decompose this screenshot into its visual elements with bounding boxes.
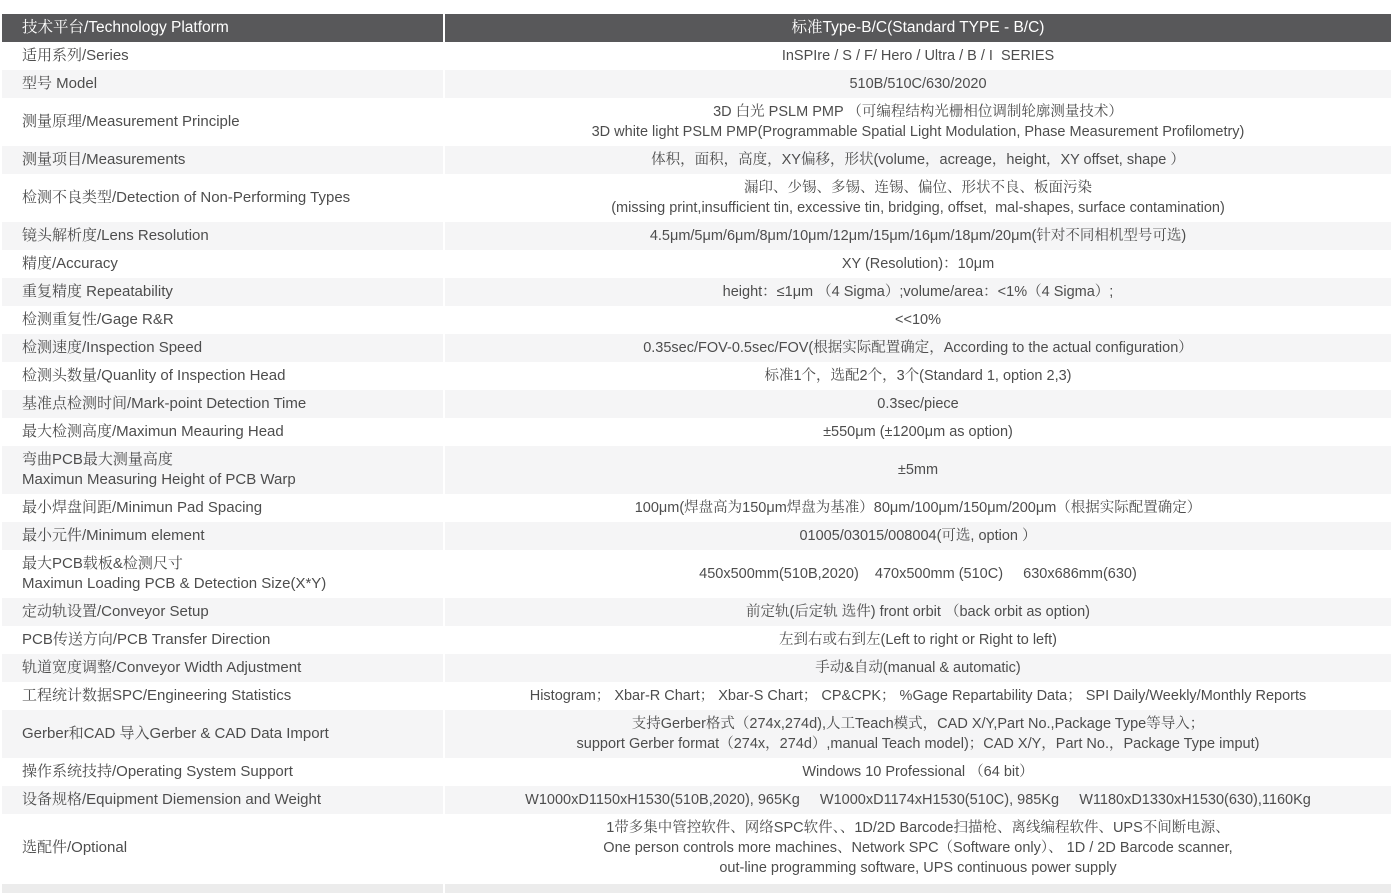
- row-label-line: 操作系统技持/Operating System Support: [22, 763, 293, 780]
- row-label: [2, 786, 443, 814]
- row-label-line: 设备规格/Equipment Diemension and Weight: [22, 791, 322, 808]
- table-row: [2, 334, 1391, 362]
- row-label: [2, 446, 443, 494]
- row-value-line: 支持Gerber格式（274x,274d),人工Teach模式，CAD X/Y,Part No.,Package Type等导入；: [631, 716, 1205, 732]
- table-row: [2, 814, 1391, 882]
- table-row: [2, 786, 1391, 814]
- row-label: [2, 146, 443, 174]
- row-label-line: 最大PCB载板&检测尺寸: [22, 555, 183, 572]
- row-value-line: Histogram； Xbar-R Chart； Xbar-S Chart； CP&CPK； %Gage Repartability Data； SPI Daily/Weekly/Monthly Reports: [529, 688, 1307, 704]
- table-row: [2, 446, 1391, 494]
- table-row: [2, 598, 1391, 626]
- row-value: [445, 418, 1391, 446]
- table-row: [2, 222, 1391, 250]
- row-value-line: 510B/510C/630/2020: [849, 76, 987, 92]
- row-value-line: out-line programming software, UPS continuous power supply: [719, 860, 1117, 876]
- row-value-line: 3D 白光 PSLM PMP （可编程结构光栅相位调制轮廓测量技术）: [713, 104, 1123, 120]
- row-value-line: 漏印、少锡、多锡、连锡、偏位、形状不良、板面污染: [744, 180, 1092, 196]
- table-row: [2, 278, 1391, 306]
- table-row: [2, 390, 1391, 418]
- row-value-line: 0.3sec/piece: [877, 396, 959, 412]
- table-row: [2, 250, 1391, 278]
- row-value: [445, 278, 1391, 306]
- row-label-line: 弯曲PCB最大测量高度: [22, 451, 173, 468]
- row-value-line: height：≤1μm （4 Sigma）;volume/area：<1%（4 Sigma）;: [722, 284, 1114, 300]
- row-label: [2, 390, 443, 418]
- row-value: [445, 786, 1391, 814]
- row-value: [445, 390, 1391, 418]
- table-body: [2, 42, 1391, 882]
- row-value-line: 4.5μm/5μm/6μm/8μm/10μm/12μm/15μm/16μm/18μm/20μm(针对不同相机型号可选): [649, 228, 1187, 244]
- row-value-line: 01005/03015/008004(可选, option ）: [799, 528, 1037, 544]
- row-label-line: 工程统计数据SPC/Engineering Statistics: [22, 687, 292, 704]
- row-value: [445, 250, 1391, 278]
- row-value: [445, 654, 1391, 682]
- row-value: [445, 222, 1391, 250]
- table-row: [2, 682, 1391, 710]
- row-value-line: 1带多集中管控软件、网络SPC软件、、1D/2D Barcode扫描枪、离线编程软件、UPS不间断电源、: [606, 820, 1230, 836]
- row-value: [445, 70, 1391, 98]
- table-row: [2, 758, 1391, 786]
- row-label-line: 检测头数量/Quanlity of Inspection Head: [22, 367, 286, 384]
- row-label-line: 选配件/Optional: [22, 839, 128, 856]
- table-row: [2, 550, 1391, 598]
- row-label-line: 最小焊盘间距/Minimun Pad Spacing: [22, 499, 263, 516]
- row-value-line: <<10%: [895, 312, 941, 328]
- row-label: [2, 626, 443, 654]
- row-value: [445, 598, 1391, 626]
- row-label: [2, 362, 443, 390]
- row-label-line: 基准点检测时间/Mark-point Detection Time: [22, 395, 307, 412]
- row-value-line: 450x500mm(510B,2020) 470x500mm (510C) 630x686mm(630): [699, 566, 1137, 582]
- row-value-line: ±550μm (±1200μm as option): [823, 424, 1013, 440]
- row-value-line: (missing print,insufficient tin, excessive tin, bridging, offset, mal-shapes, surface contamination): [611, 200, 1225, 216]
- row-value: [445, 626, 1391, 654]
- header-left-title: [2, 14, 443, 42]
- row-label: [2, 42, 443, 70]
- partial-row-value-cell: [445, 884, 1391, 893]
- row-label-line: 测量原理/Measurement Principle: [22, 113, 240, 130]
- row-label: [2, 70, 443, 98]
- table-row: [2, 174, 1391, 222]
- row-value: [445, 174, 1391, 222]
- row-value-line: 3D white light PSLM PMP(Programmable Spatial Light Modulation, Phase Measurement Profilometry): [591, 124, 1245, 140]
- row-value: [445, 682, 1391, 710]
- row-value: [445, 146, 1391, 174]
- partial-row-label-cell: [2, 884, 443, 893]
- row-label-line: 轨道宽度调整/Conveyor Width Adjustment: [22, 659, 302, 676]
- header-left-text: 技术平台/Technology Platform: [22, 19, 229, 36]
- row-label: [2, 222, 443, 250]
- table-row: [2, 42, 1391, 70]
- row-label-line: 镜头解析度/Lens Resolution: [22, 227, 209, 244]
- row-value-line: 左到右或右到左(Left to right or Right to left): [779, 632, 1057, 648]
- table-row: [2, 418, 1391, 446]
- table-row: [2, 654, 1391, 682]
- row-label: [2, 710, 443, 758]
- row-label: [2, 598, 443, 626]
- row-label: [2, 494, 443, 522]
- row-value-line: 标准1个，选配2个，3个(Standard 1, option 2,3): [764, 368, 1072, 384]
- row-label: [2, 418, 443, 446]
- row-value: [445, 446, 1391, 494]
- row-value-line: support Gerber format（274x，274d）,manual Teach model)；CAD X/Y，Part No.，Package Type imput): [576, 736, 1260, 752]
- row-label-line: Maximun Measuring Height of PCB Warp: [22, 471, 296, 488]
- table-row: [2, 494, 1391, 522]
- row-label-line: 检测重复性/Gage R&R: [22, 311, 174, 328]
- row-value: [445, 306, 1391, 334]
- row-value-line: W1000xD1150xH1530(510B,2020), 965Kg W1000xD1174xH1530(510C), 985Kg W1180xD1330xH1530(630),1160Kg: [525, 792, 1311, 808]
- row-label: [2, 814, 443, 882]
- row-label-line: 测量项目/Measurements: [22, 151, 186, 168]
- row-value-line: 100μm(焊盘高为150μm焊盘为基准）80μm/100μm/150μm/200μm（根据实际配置确定）: [634, 500, 1202, 516]
- row-value: [445, 814, 1391, 882]
- row-value: [445, 522, 1391, 550]
- table-row: [2, 626, 1391, 654]
- row-label: [2, 654, 443, 682]
- row-value-line: 手动&自动(manual & automatic): [815, 660, 1021, 676]
- row-label-line: 精度/Accuracy: [22, 255, 118, 272]
- row-label: [2, 522, 443, 550]
- row-value-line: ±5mm: [897, 462, 939, 478]
- table-row: [2, 306, 1391, 334]
- row-label: [2, 758, 443, 786]
- row-label: [2, 550, 443, 598]
- row-value: [445, 98, 1391, 146]
- row-label-line: 适用系列/Series: [22, 47, 129, 64]
- row-label-line: 定动轨设置/Conveyor Setup: [22, 603, 209, 620]
- row-label-line: 最小元件/Minimum element: [22, 527, 205, 544]
- row-label-line: 检测速度/Inspection Speed: [22, 339, 203, 356]
- row-value: [445, 550, 1391, 598]
- table-row: [2, 710, 1391, 758]
- row-label: [2, 278, 443, 306]
- table-row: [2, 70, 1391, 98]
- row-label-line: 检测不良类型/Detection of Non-Performing Types: [22, 189, 351, 206]
- row-value: [445, 758, 1391, 786]
- row-value-line: InSPIre / S / F/ Hero / Ultra / B / I SERIES: [781, 48, 1055, 64]
- row-label: [2, 334, 443, 362]
- row-label-line: 重复精度 Repeatability: [22, 283, 173, 300]
- row-value-line: Windows 10 Professional （64 bit）: [802, 764, 1034, 780]
- row-label: [2, 682, 443, 710]
- partial-row: [2, 884, 1391, 893]
- table-row: [2, 362, 1391, 390]
- header-right-text: 标准Type-B/C(Standard TYPE - B/C): [791, 19, 1045, 36]
- row-value: [445, 334, 1391, 362]
- row-value-line: 前定轨(后定轨 选件) front orbit （back orbit as option): [745, 604, 1091, 620]
- row-value-line: 体积，面积，高度，XY偏移，形状(volume，acreage，height，XY offset, shape ）: [651, 152, 1185, 168]
- table-row: [2, 98, 1391, 146]
- row-label-line: Maximun Loading PCB & Detection Size(X*Y): [22, 575, 327, 592]
- row-label-line: 型号 Model: [22, 75, 98, 92]
- row-value: [445, 494, 1391, 522]
- row-value-line: One person controls more machines、Network SPC（Software only）、 1D / 2D Barcode scanner,: [603, 840, 1233, 856]
- header-right-title: [445, 14, 1391, 42]
- row-label: [2, 174, 443, 222]
- table-row: [2, 522, 1391, 550]
- row-label: [2, 98, 443, 146]
- row-label-line: PCB传送方向/PCB Transfer Direction: [22, 631, 271, 648]
- row-label-line: Gerber和CAD 导入Gerber & CAD Data Import: [22, 725, 329, 742]
- table-header-row: [2, 14, 1391, 42]
- table-row: [2, 146, 1391, 174]
- row-value-line: XY (Resolution)：10μm: [841, 256, 995, 272]
- row-value: [445, 362, 1391, 390]
- row-label: [2, 250, 443, 278]
- row-label: [2, 306, 443, 334]
- row-value: [445, 710, 1391, 758]
- row-label-line: 最大检测高度/Maximun Meauring Head: [22, 423, 284, 440]
- row-value-line: 0.35sec/FOV-0.5sec/FOV(根据实际配置确定，According to the actual configuration）: [643, 340, 1193, 356]
- row-value: [445, 42, 1391, 70]
